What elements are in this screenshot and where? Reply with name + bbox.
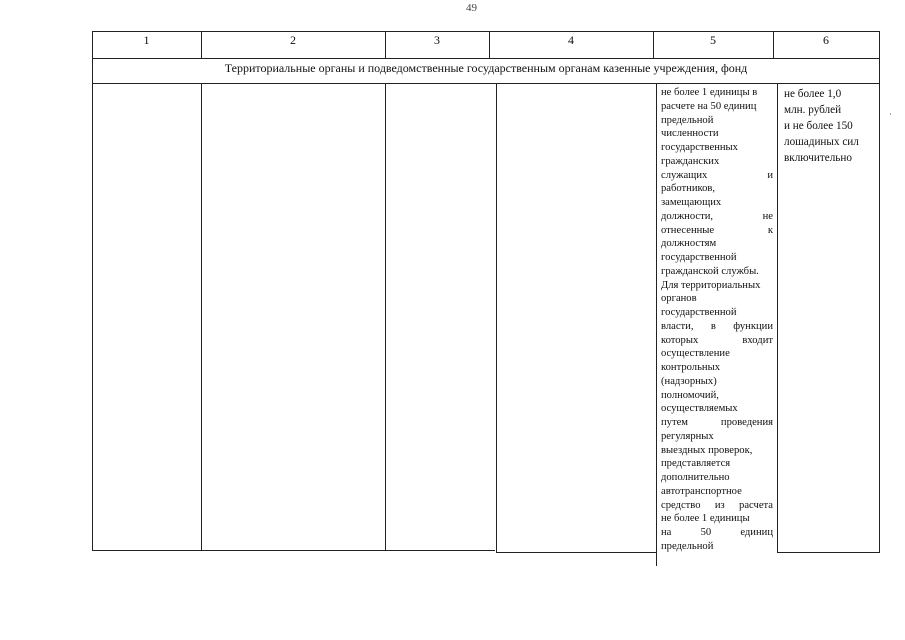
column-header-5: 5 bbox=[710, 33, 716, 47]
column-5-line: работников, bbox=[661, 183, 716, 195]
section-title: Территориальные органы и подведомственные государственным органам казенные учреждения, фонд bbox=[224, 61, 748, 75]
margin-mark: · bbox=[889, 109, 892, 119]
page-number: 49 bbox=[466, 2, 477, 14]
column-5-line: осуществляемых bbox=[661, 403, 738, 415]
column-5-line: контрольных bbox=[661, 362, 720, 373]
column-5-line: замещающих bbox=[661, 197, 722, 208]
column-header-6: 6 bbox=[823, 33, 829, 47]
column-5-line: численности bbox=[661, 128, 719, 140]
column-5-cell-text bbox=[661, 86, 773, 554]
column-5-line: органов bbox=[661, 293, 697, 305]
column-5-line: регулярных bbox=[661, 430, 714, 442]
column-5-line: (надзорных) bbox=[661, 375, 717, 387]
column-header-4: 4 bbox=[568, 33, 574, 47]
table-bottom-border-right bbox=[777, 552, 880, 553]
body-divider-2 bbox=[385, 83, 386, 550]
column-5-line: расчете на 50 единиц bbox=[661, 100, 757, 112]
column-5-line: не более 1 единицы bbox=[661, 513, 750, 525]
column-5-line: государственной bbox=[661, 252, 737, 263]
column-6-cell-text bbox=[784, 86, 878, 166]
column-header-1: 1 bbox=[143, 33, 150, 47]
table-bottom-border-left bbox=[92, 550, 495, 551]
column-5-line: на 50 единиц bbox=[661, 527, 773, 538]
body-divider-5 bbox=[777, 83, 778, 553]
body-divider-3 bbox=[496, 83, 497, 552]
column-5-line: служащих и bbox=[661, 169, 773, 181]
column-5-line: Для территориальных bbox=[661, 279, 761, 291]
column-header-2: 2 bbox=[290, 33, 296, 47]
column-5-line: автотранспортное bbox=[661, 485, 742, 497]
column-5-line: государственной bbox=[661, 307, 737, 318]
column-5-line: гражданской службы. bbox=[661, 265, 759, 277]
column-5-line: полномочий, bbox=[661, 389, 719, 401]
column-5-line: должности, не bbox=[661, 210, 773, 222]
column-6-line: и не более 150 bbox=[784, 120, 853, 132]
table-bottom-border-mid bbox=[496, 552, 656, 553]
column-5-line: отнесенные к bbox=[661, 224, 773, 236]
column-5-line: государственных bbox=[661, 142, 738, 153]
column-5-line: власти, в функции bbox=[661, 320, 773, 332]
section-bottom-border bbox=[92, 83, 880, 84]
column-6-line: млн. рублей bbox=[784, 104, 842, 116]
column-6-line: включительно bbox=[784, 152, 852, 164]
column-5-line: предельной bbox=[661, 114, 714, 126]
column-5-line: не более 1 единицы в bbox=[661, 87, 758, 98]
column-6-line: лошадиных сил bbox=[784, 136, 859, 148]
column-5-line: представляется bbox=[661, 458, 731, 470]
header-bottom-border bbox=[92, 58, 880, 59]
column-5-line: предельной bbox=[661, 540, 714, 552]
body-divider-1 bbox=[201, 83, 202, 550]
column-5-line: должностям bbox=[661, 238, 717, 250]
column-5-line: осуществление bbox=[661, 348, 730, 360]
column-5-line: средство из расчета bbox=[661, 499, 773, 511]
column-5-line: которых входит bbox=[661, 334, 773, 346]
column-5-line: дополнительно bbox=[661, 472, 730, 483]
table-right-border bbox=[879, 31, 880, 553]
body-divider-4 bbox=[656, 83, 657, 566]
column-5-line: выездных проверок, bbox=[661, 444, 753, 456]
table-left-border bbox=[92, 31, 93, 551]
column-5-line: путем проведения bbox=[661, 417, 773, 428]
table-top-border bbox=[92, 31, 880, 32]
column-5-line: гражданских bbox=[661, 155, 720, 167]
column-header-3: 3 bbox=[434, 33, 440, 47]
column-6-line: не более 1,0 bbox=[784, 88, 842, 100]
